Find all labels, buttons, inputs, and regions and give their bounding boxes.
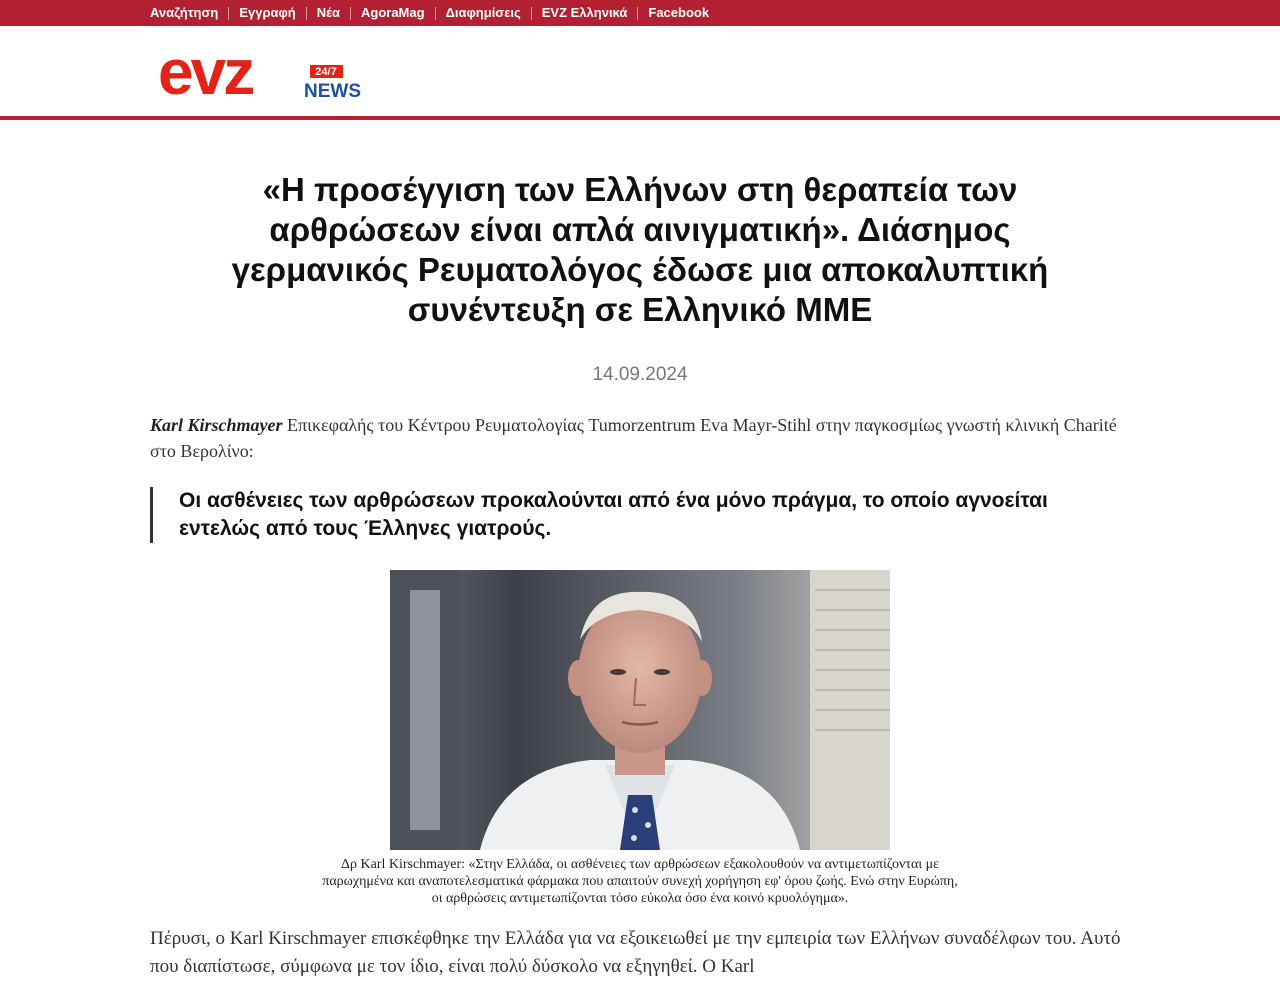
logo-brand: evz <box>158 42 253 108</box>
article-photo <box>390 570 890 850</box>
article-body-paragraph: Πέρυσι, ο Karl Kirschmayer επισκέφθηκε την Ελλάδα για να εξοικειωθεί με την εμπειρία των Ελλήνων συναδέλφων του. Αυτό που διαπίστωσε, σύμφωνα με τον ίδιο, είναι πολύ δύσκολο να εξηγηθεί. Ο Karl <box>150 928 1121 977</box>
article-title: «Η προσέγγιση των Ελλήνων στη θεραπεία των αρθρώσεων είναι απλά αινιγματική». Διάσημος γερμανικός Ρευματολόγος έδωσε μια αποκαλυπτική συνέντευξη σε Ελληνικό ΜΜΕ <box>231 171 1049 328</box>
nav-register-link[interactable]: Εγγραφή <box>239 5 296 20</box>
logo-word: NEWS <box>304 81 361 102</box>
nav-evz-greek-link[interactable]: EVZ Ελληνικά <box>541 5 628 20</box>
lead-text: Επικεφαλής του Κέντρου Ρευματολογίας Tumorzentrum Eva Mayr-Stihl στην παγκοσμίως γνωστή κλινική Charité στο Βερολίνο: <box>150 415 1117 461</box>
nav-facebook-link[interactable]: Facebook <box>648 5 710 20</box>
article-lead <box>150 412 1130 464</box>
photo-caption: Δρ Karl Kirschmayer: «Στην Ελλάδα, οι ασθένειες των αρθρώσεων εξακολουθούν να αντιμετωπίζονται με παρωχημένα και αναποτελεσματικά φάρμακα που απαιτούν συνεχή χορήγηση εφ' όρου ζωής. Ενώ στην Ευρώπη, οι αρθρώσεις αντιμετωπίζονται τόσο εύκολα όσο ένα κοινό κρυολόγημα». <box>322 857 958 906</box>
logo-badge: 24/7 <box>315 66 337 78</box>
doctor-portrait-image <box>390 570 890 850</box>
nav-search-link[interactable]: Αναζήτηση <box>150 5 219 20</box>
nav-agoramag-link[interactable]: AgoraMag <box>360 5 425 20</box>
top-nav <box>140 0 719 26</box>
nav-ads-link[interactable]: Διαφημίσεις <box>445 5 521 20</box>
article-date: 14.09.2024 <box>592 364 688 385</box>
article-pull-quote: Οι ασθένειες των αρθρώσεων προκαλούνται από ένα μόνο πράγμα, το οποίο αγνοείται εντελώς από τους Έλληνες γιατρούς. <box>150 487 1130 543</box>
top-navigation-bar <box>0 0 1280 26</box>
lead-author-name: Karl Kirschmayer <box>150 415 283 435</box>
evz-news-logo[interactable] <box>158 42 368 112</box>
nav-news-link[interactable]: Νέα <box>316 5 340 20</box>
article <box>150 122 1130 1000</box>
site-header <box>0 26 1280 120</box>
